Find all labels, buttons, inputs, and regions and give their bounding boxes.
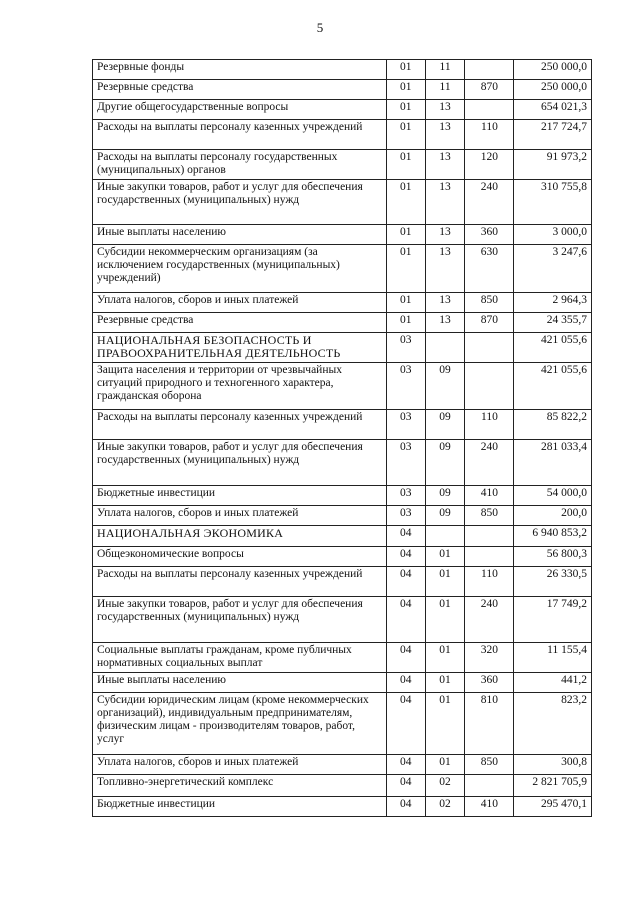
table-row — [93, 440, 592, 486]
table-row — [93, 245, 592, 293]
row-expense-type-code: 320 — [465, 643, 514, 673]
row-subsection-code: 01 — [425, 567, 465, 597]
row-name-cell: НАЦИОНАЛЬНАЯ ЭКОНОМИКА — [93, 526, 387, 547]
row-subsection-code: 13 — [425, 225, 465, 245]
row-amount: 24 355,7 — [514, 313, 592, 333]
row-amount: 250 000,0 — [514, 60, 592, 80]
row-expense-type-code — [465, 60, 514, 80]
row-expense-type-code: 850 — [465, 293, 514, 313]
row-section-code: 04 — [386, 673, 425, 693]
row-expense-type-code: 410 — [465, 797, 514, 817]
row-subsection-code: 09 — [425, 440, 465, 486]
row-expense-type-code: 240 — [465, 597, 514, 643]
row-name-cell: Резервные средства — [93, 80, 387, 100]
table-row — [93, 486, 592, 506]
row-expense-type-code: 630 — [465, 245, 514, 293]
row-name-cell: Субсидии юридическим лицам (кроме некоммерческих организаций), индивидуальным предпринимателям, физическим лицам - производителям товаров, работ, услуг — [93, 693, 387, 755]
row-subsection-code: 13 — [425, 100, 465, 120]
row-section-code: 03 — [386, 410, 425, 440]
row-subsection-code: 01 — [425, 755, 465, 775]
row-section-code: 01 — [386, 245, 425, 293]
row-section-code: 01 — [386, 100, 425, 120]
row-subsection-code: 13 — [425, 313, 465, 333]
table-row — [93, 547, 592, 567]
row-amount: 56 800,3 — [514, 547, 592, 567]
row-expense-type-code: 360 — [465, 673, 514, 693]
row-name-cell: Топливно-энергетический комплекс — [93, 775, 387, 797]
row-name-cell: Расходы на выплаты персоналу казенных учреждений — [93, 567, 387, 597]
row-subsection-code: 13 — [425, 293, 465, 313]
table-row — [93, 693, 592, 755]
row-section-code: 04 — [386, 526, 425, 547]
row-subsection-code: 13 — [425, 245, 465, 293]
row-section-code: 01 — [386, 150, 425, 180]
row-subsection-code: 13 — [425, 150, 465, 180]
row-expense-type-code — [465, 100, 514, 120]
row-amount: 295 470,1 — [514, 797, 592, 817]
row-amount: 300,8 — [514, 755, 592, 775]
table-row — [93, 775, 592, 797]
table-row — [93, 567, 592, 597]
row-amount: 310 755,8 — [514, 180, 592, 225]
row-subsection-code: 11 — [425, 80, 465, 100]
row-subsection-code: 13 — [425, 120, 465, 150]
row-section-code: 03 — [386, 333, 425, 363]
table-row — [93, 643, 592, 673]
row-section-code: 01 — [386, 120, 425, 150]
table-row — [93, 120, 592, 150]
row-amount: 421 055,6 — [514, 363, 592, 410]
row-section-code: 01 — [386, 293, 425, 313]
row-amount: 2 821 705,9 — [514, 775, 592, 797]
row-name-cell: Другие общегосударственные вопросы — [93, 100, 387, 120]
table-row — [93, 150, 592, 180]
row-section-code: 01 — [386, 80, 425, 100]
table-row — [93, 333, 592, 363]
row-amount: 281 033,4 — [514, 440, 592, 486]
row-amount: 250 000,0 — [514, 80, 592, 100]
row-section-code: 01 — [386, 313, 425, 333]
row-amount: 654 021,3 — [514, 100, 592, 120]
row-name-cell: Иные закупки товаров, работ и услуг для обеспечения государственных (муниципальных) нужд — [93, 180, 387, 225]
row-expense-type-code: 850 — [465, 506, 514, 526]
row-section-code: 03 — [386, 363, 425, 410]
row-amount: 54 000,0 — [514, 486, 592, 506]
row-expense-type-code: 870 — [465, 313, 514, 333]
row-name-cell: Иные закупки товаров, работ и услуг для обеспечения государственных (муниципальных) нужд — [93, 597, 387, 643]
row-amount: 85 822,2 — [514, 410, 592, 440]
table-row — [93, 597, 592, 643]
row-subsection-code: 01 — [425, 643, 465, 673]
row-expense-type-code — [465, 775, 514, 797]
table-row — [93, 60, 592, 80]
row-section-code: 04 — [386, 775, 425, 797]
row-section-code: 04 — [386, 547, 425, 567]
row-subsection-code — [425, 526, 465, 547]
row-amount: 441,2 — [514, 673, 592, 693]
row-section-code: 04 — [386, 567, 425, 597]
row-section-code: 03 — [386, 486, 425, 506]
table-row — [93, 80, 592, 100]
row-amount: 217 724,7 — [514, 120, 592, 150]
row-section-code: 04 — [386, 693, 425, 755]
row-name-cell: Общеэкономические вопросы — [93, 547, 387, 567]
row-expense-type-code: 120 — [465, 150, 514, 180]
row-amount: 17 749,2 — [514, 597, 592, 643]
budget-table — [92, 59, 592, 817]
row-name-cell: Резервные средства — [93, 313, 387, 333]
row-expense-type-code: 360 — [465, 225, 514, 245]
row-amount: 11 155,4 — [514, 643, 592, 673]
row-name-cell: Уплата налогов, сборов и иных платежей — [93, 293, 387, 313]
row-subsection-code: 09 — [425, 410, 465, 440]
row-amount: 823,2 — [514, 693, 592, 755]
row-section-code: 01 — [386, 180, 425, 225]
row-subsection-code: 01 — [425, 597, 465, 643]
row-amount: 6 940 853,2 — [514, 526, 592, 547]
table-row — [93, 797, 592, 817]
table-row — [93, 313, 592, 333]
row-subsection-code — [425, 333, 465, 363]
row-name-cell: Иные закупки товаров, работ и услуг для обеспечения государственных (муниципальных) нужд — [93, 440, 387, 486]
row-section-code: 04 — [386, 643, 425, 673]
row-name-cell: Иные выплаты населению — [93, 673, 387, 693]
row-subsection-code: 11 — [425, 60, 465, 80]
row-subsection-code: 01 — [425, 547, 465, 567]
row-name-cell: Расходы на выплаты персоналу государственных (муниципальных) органов — [93, 150, 387, 180]
table-row — [93, 225, 592, 245]
row-name-cell: Иные выплаты населению — [93, 225, 387, 245]
row-expense-type-code: 240 — [465, 180, 514, 225]
row-subsection-code: 09 — [425, 363, 465, 410]
row-section-code: 03 — [386, 440, 425, 486]
table-row — [93, 293, 592, 313]
page-number: 5 — [316, 20, 324, 35]
row-amount: 200,0 — [514, 506, 592, 526]
row-expense-type-code — [465, 333, 514, 363]
row-subsection-code: 01 — [425, 693, 465, 755]
row-section-code: 01 — [386, 225, 425, 245]
row-expense-type-code — [465, 526, 514, 547]
row-subsection-code: 13 — [425, 180, 465, 225]
row-amount: 421 055,6 — [514, 333, 592, 363]
row-name-cell: Социальные выплаты гражданам, кроме публичных нормативных социальных выплат — [93, 643, 387, 673]
row-subsection-code: 09 — [425, 506, 465, 526]
row-name-cell: Уплата налогов, сборов и иных платежей — [93, 506, 387, 526]
row-expense-type-code: 110 — [465, 567, 514, 597]
row-amount: 2 964,3 — [514, 293, 592, 313]
row-expense-type-code — [465, 547, 514, 567]
row-subsection-code: 01 — [425, 673, 465, 693]
table-row — [93, 410, 592, 440]
row-name-cell: Защита населения и территории от чрезвычайных ситуаций природного и техногенного характера, гражданская оборона — [93, 363, 387, 410]
row-section-code: 03 — [386, 506, 425, 526]
row-name-cell: Субсидии некоммерческим организациям (за исключением государственных (муниципальных) учреждений) — [93, 245, 387, 293]
row-expense-type-code: 870 — [465, 80, 514, 100]
row-expense-type-code: 410 — [465, 486, 514, 506]
row-name-cell: НАЦИОНАЛЬНАЯ БЕЗОПАСНОСТЬ И ПРАВООХРАНИТЕЛЬНАЯ ДЕЯТЕЛЬНОСТЬ — [93, 333, 387, 363]
row-subsection-code: 02 — [425, 797, 465, 817]
table-row — [93, 363, 592, 410]
row-section-code: 04 — [386, 797, 425, 817]
row-name-cell: Бюджетные инвестиции — [93, 797, 387, 817]
row-expense-type-code: 110 — [465, 120, 514, 150]
row-amount: 91 973,2 — [514, 150, 592, 180]
row-expense-type-code: 850 — [465, 755, 514, 775]
row-expense-type-code: 240 — [465, 440, 514, 486]
row-section-code: 04 — [386, 755, 425, 775]
table-row — [93, 506, 592, 526]
row-name-cell: Расходы на выплаты персоналу казенных учреждений — [93, 410, 387, 440]
row-expense-type-code: 810 — [465, 693, 514, 755]
row-subsection-code: 02 — [425, 775, 465, 797]
row-expense-type-code — [465, 363, 514, 410]
row-amount: 26 330,5 — [514, 567, 592, 597]
table-body — [93, 60, 592, 817]
row-section-code: 01 — [386, 60, 425, 80]
row-amount: 3 247,6 — [514, 245, 592, 293]
row-name-cell: Бюджетные инвестиции — [93, 486, 387, 506]
row-section-code: 04 — [386, 597, 425, 643]
row-subsection-code: 09 — [425, 486, 465, 506]
row-name-cell: Резервные фонды — [93, 60, 387, 80]
row-expense-type-code: 110 — [465, 410, 514, 440]
row-amount: 3 000,0 — [514, 225, 592, 245]
row-name-cell: Расходы на выплаты персоналу казенных учреждений — [93, 120, 387, 150]
table-row — [93, 755, 592, 775]
table-row — [93, 180, 592, 225]
table-row — [93, 100, 592, 120]
row-name-cell: Уплата налогов, сборов и иных платежей — [93, 755, 387, 775]
table-row — [93, 526, 592, 547]
table-row — [93, 673, 592, 693]
